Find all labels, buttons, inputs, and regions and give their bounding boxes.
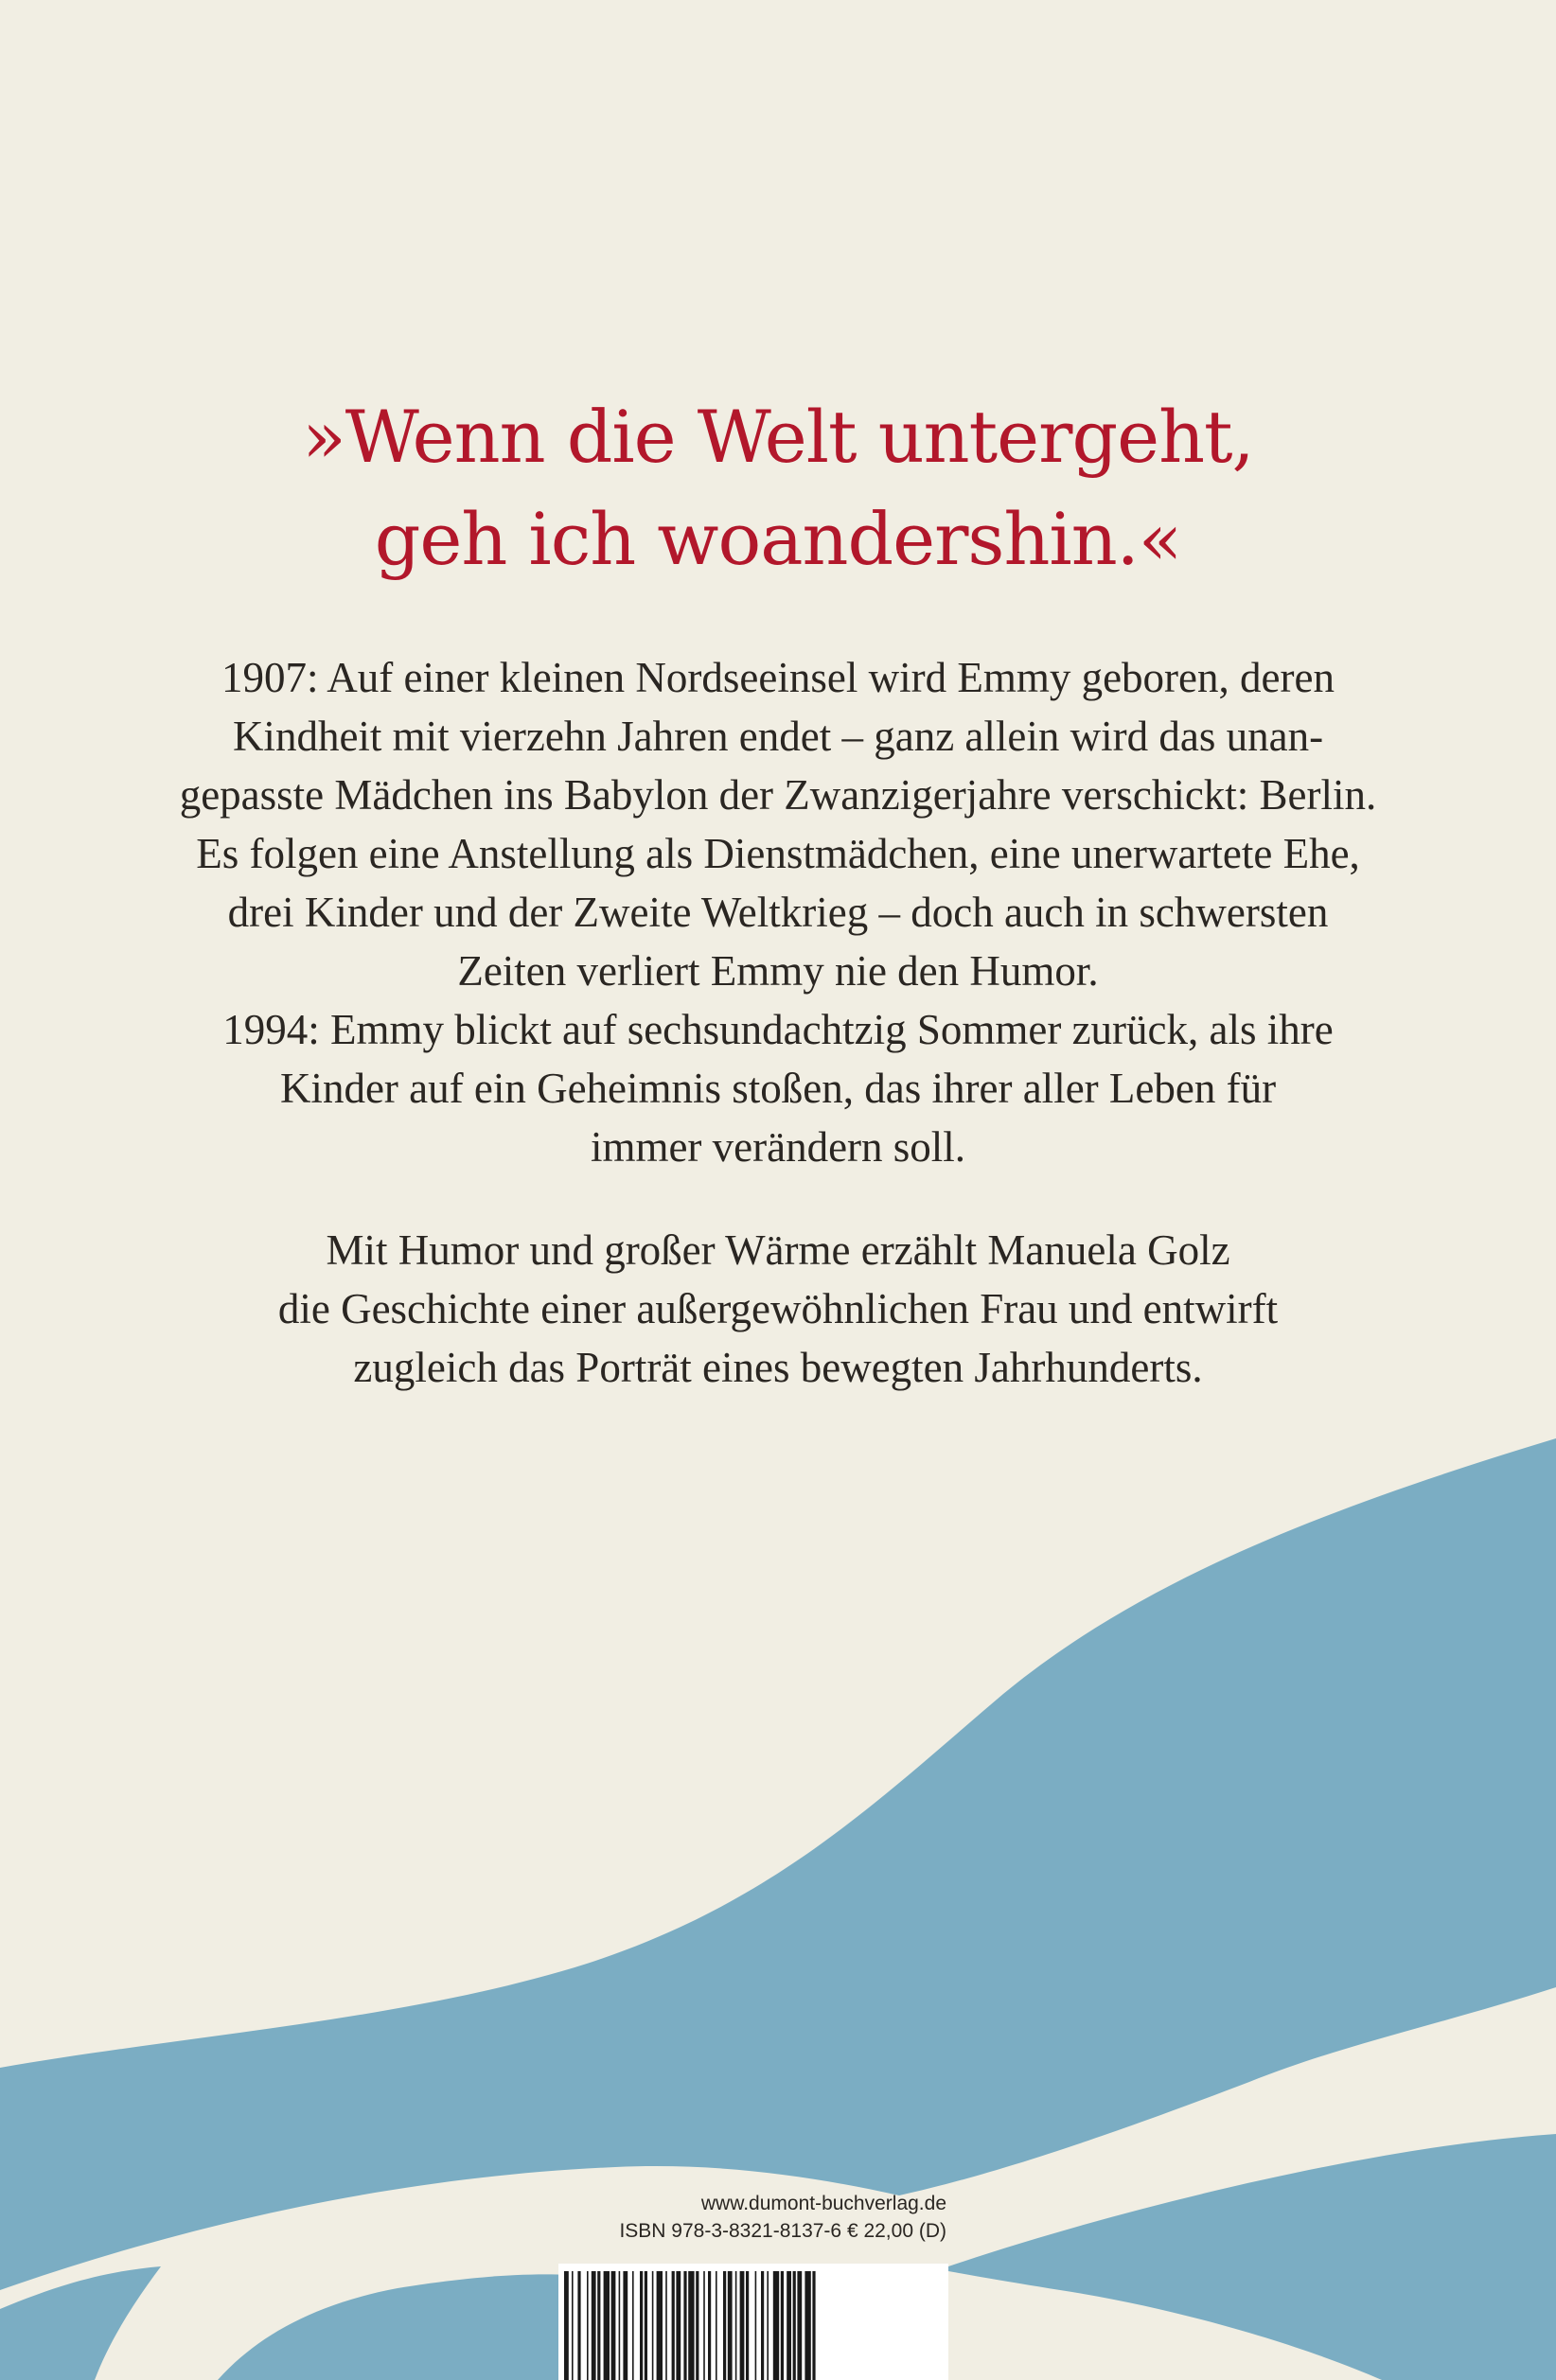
barcode-bar — [587, 2271, 589, 2380]
barcode-bar — [708, 2271, 711, 2380]
barcode — [558, 2264, 948, 2380]
barcode-bar — [793, 2271, 796, 2380]
barcode-bar — [623, 2271, 628, 2380]
barcode-bar — [683, 2271, 686, 2380]
blurb-line: Kinder auf ein Geheimnis stoßen, das ihrer aller Leben für — [279, 1065, 1277, 1112]
barcode-bar — [688, 2271, 694, 2380]
barcode-bar — [652, 2271, 654, 2380]
barcode-bar — [564, 2271, 569, 2380]
blurb-line: immer verändern soll. — [590, 1123, 966, 1171]
barcode-bar — [781, 2271, 784, 2380]
barcode-bar — [611, 2271, 616, 2380]
barcode-bar — [572, 2271, 574, 2380]
barcode-bar — [676, 2271, 681, 2380]
barcode-bar — [645, 2271, 647, 2380]
barcode-bars — [558, 2264, 948, 2380]
barcode-bar — [696, 2271, 698, 2380]
barcode-bar — [604, 2271, 610, 2380]
barcode-bar — [672, 2271, 675, 2380]
wave-band-lower-left — [0, 2266, 161, 2380]
barcode-bar — [619, 2271, 621, 2380]
quote-line-1: »Wenn die Welt untergeht, — [302, 395, 1254, 479]
barcode-bar — [716, 2271, 717, 2380]
blurb-line: 1907: Auf einer kleinen Nordseeinsel wird Emmy geboren, deren — [221, 654, 1335, 701]
barcode-bar — [597, 2271, 600, 2380]
blurb-line: drei Kinder und der Zweite Weltkrieg – doch auch in schwersten — [227, 889, 1329, 936]
wave-band-upper — [0, 1438, 1556, 2290]
headline-quote — [0, 386, 1556, 591]
quote-line-2: geh ich woandershin.« — [374, 497, 1182, 581]
barcode-bar — [740, 2271, 745, 2380]
blurb-line: Mit Humor und großer Wärme erzählt Manuela Golz — [326, 1226, 1230, 1274]
blurb-paragraph-2 — [0, 1221, 1556, 1397]
barcode-bar — [723, 2271, 726, 2380]
blurb-line: gepasste Mädchen ins Babylon der Zwanzigerjahre verschickt: Berlin. — [179, 771, 1377, 819]
barcode-bar — [577, 2271, 580, 2380]
barcode-bar — [767, 2271, 769, 2380]
barcode-bar — [657, 2271, 663, 2380]
barcode-bar — [787, 2271, 791, 2380]
barcode-bar — [640, 2271, 643, 2380]
wave-band-lower-right — [948, 2134, 1556, 2380]
barcode-bar — [592, 2271, 596, 2380]
barcode-bar — [746, 2271, 749, 2380]
publisher-website: www.dumont-buchverlag.de — [700, 2193, 946, 2214]
barcode-bar — [761, 2271, 764, 2380]
barcode-bar — [728, 2271, 733, 2380]
blurb-line: Zeiten verliert Emmy nie den Humor. — [457, 947, 1099, 995]
barcode-bar — [735, 2271, 737, 2380]
blurb-line: Es folgen eine Anstellung als Dienstmädchen, eine unerwartete Ehe, — [196, 830, 1360, 877]
blurb-line: Kindheit mit vierzehn Jahren endet – ganz allein wird das unan- — [232, 713, 1324, 760]
barcode-bar — [773, 2271, 779, 2380]
wave-band-lower-middle — [218, 2274, 568, 2380]
blurb-line: 1994: Emmy blickt auf sechsundachtzig Sommer zurück, als ihre — [222, 1006, 1334, 1053]
barcode-bar — [797, 2271, 802, 2380]
isbn-price: ISBN 978-3-8321-8137-6 € 22,00 (D) — [619, 2220, 946, 2242]
blurb-paragraph-1 — [0, 648, 1556, 1176]
barcode-bar — [812, 2271, 815, 2380]
barcode-bar — [665, 2271, 667, 2380]
blurb-line: zugleich das Porträt eines bewegten Jahrhunderts. — [353, 1344, 1203, 1391]
barcode-bar — [755, 2271, 757, 2380]
blurb-line: die Geschichte einer außergewöhnlichen Frau und entwirft — [277, 1285, 1279, 1332]
barcode-bar — [703, 2271, 705, 2380]
barcode-bar — [632, 2271, 634, 2380]
barcode-bar — [805, 2271, 810, 2380]
